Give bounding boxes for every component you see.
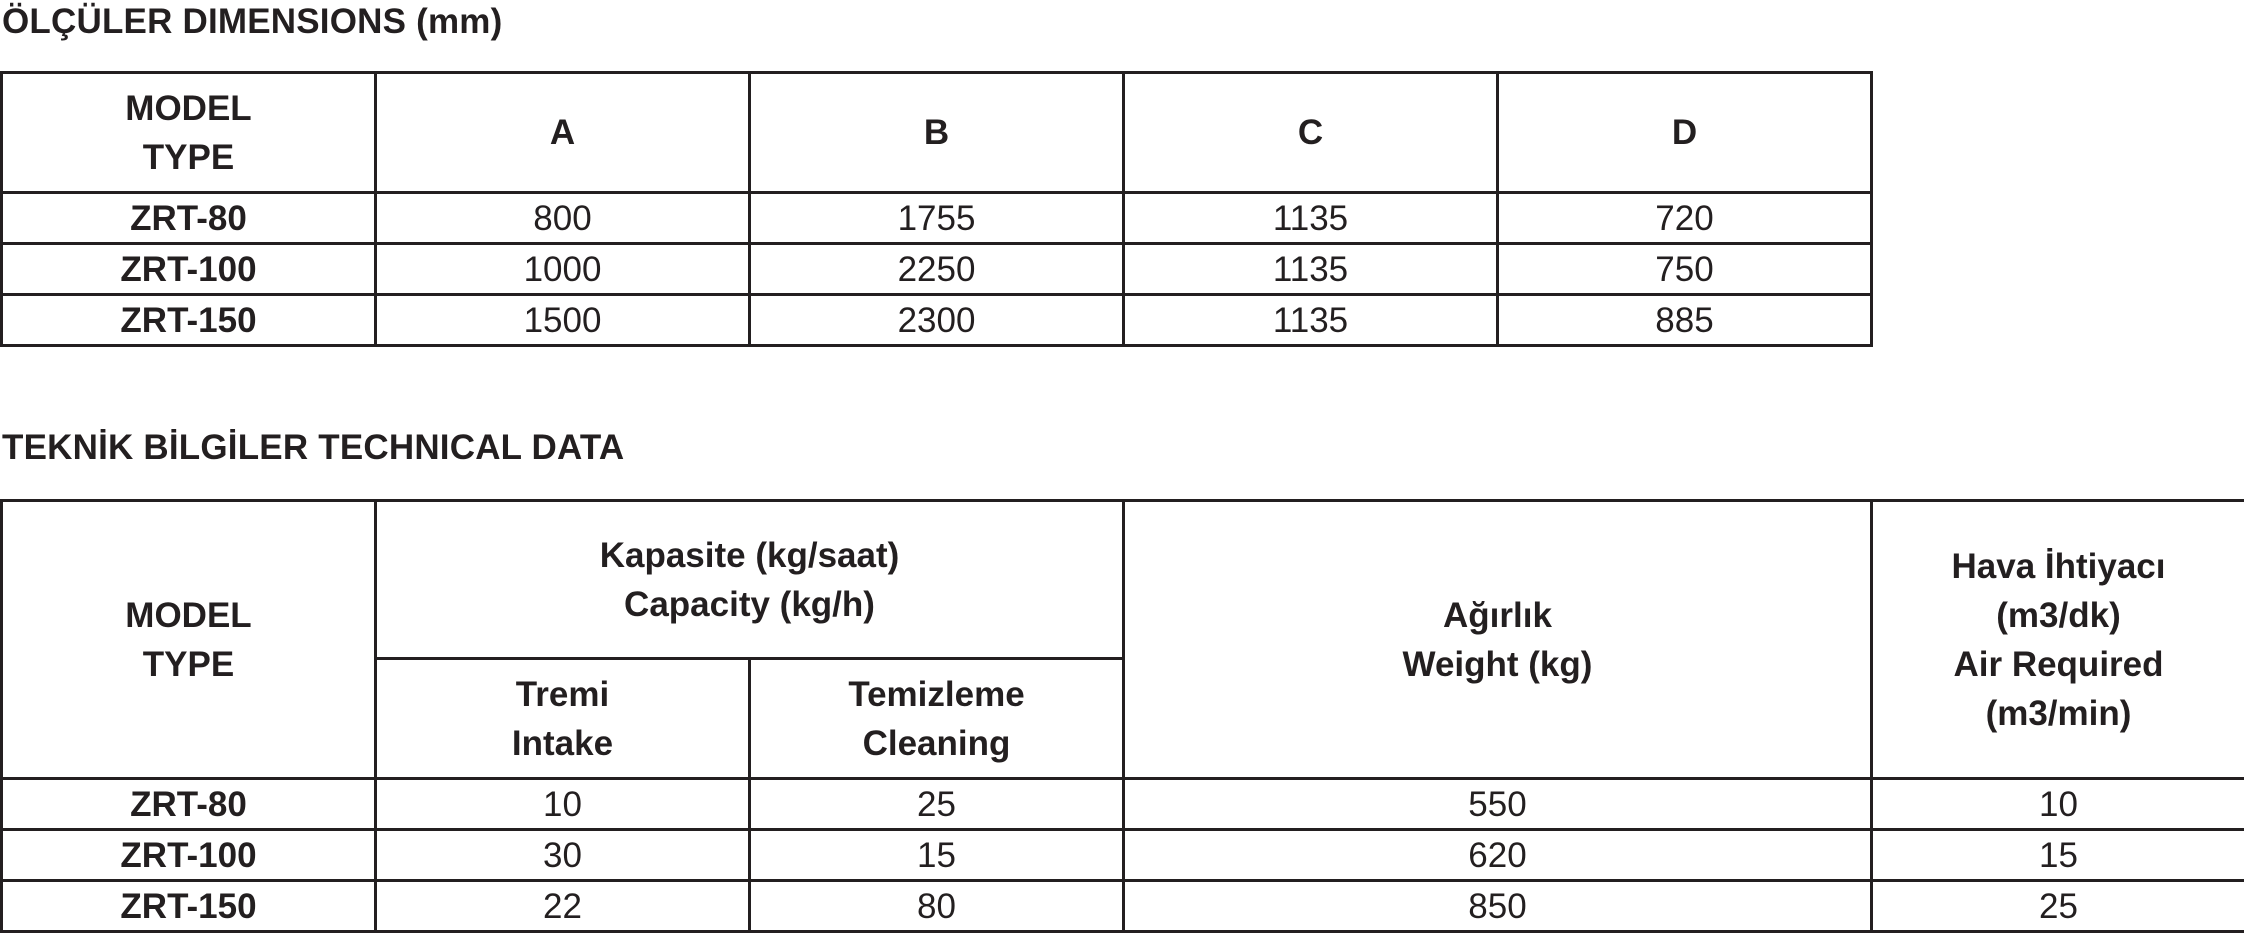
air-header-line2: (m3/dk) (1996, 595, 2121, 635)
model-cell: ZRT-100 (2, 830, 376, 881)
intake-header (376, 659, 750, 779)
model-cell: ZRT-150 (2, 295, 376, 346)
model-header-line2: TYPE (142, 644, 235, 684)
model-header-line1: MODEL (125, 88, 252, 128)
a-cell: 1000 (376, 244, 750, 295)
model-type-header (2, 73, 376, 193)
intake-header-line1: Tremi (515, 674, 610, 714)
table-row (2, 779, 2244, 830)
table-row (2, 193, 1872, 244)
air-cell: 15 (1872, 830, 2244, 881)
weight-cell: 850 (1124, 881, 1872, 932)
table-row (2, 830, 2244, 881)
intake-cell: 30 (376, 830, 750, 881)
air-header-line1: Hava İhtiyacı (1951, 546, 2166, 586)
model-type-header (2, 501, 376, 779)
model-header-line1: MODEL (125, 595, 252, 635)
model-header-line2: TYPE (142, 137, 235, 177)
cleaning-header-line1: Temizleme (848, 674, 1025, 714)
weight-header-line2: Weight (kg) (1402, 644, 1593, 684)
d-cell: 750 (1498, 244, 1872, 295)
cleaning-cell: 15 (750, 830, 1124, 881)
col-d-header: D (1498, 73, 1872, 193)
air-required-header (1872, 501, 2244, 779)
dimensions-header-row (2, 73, 1872, 193)
table-row (2, 244, 1872, 295)
air-header-line4: (m3/min) (1985, 693, 2132, 733)
model-cell: ZRT-80 (2, 193, 376, 244)
air-header-line3: Air Required (1953, 644, 2164, 684)
b-cell: 1755 (750, 193, 1124, 244)
cleaning-cell: 80 (750, 881, 1124, 932)
c-cell: 1135 (1124, 295, 1498, 346)
cleaning-header (750, 659, 1124, 779)
technical-data-table (0, 499, 2244, 933)
capacity-header-line1: Kapasite (kg/saat) (599, 535, 900, 575)
a-cell: 800 (376, 193, 750, 244)
b-cell: 2250 (750, 244, 1124, 295)
capacity-header (376, 501, 1124, 659)
intake-cell: 10 (376, 779, 750, 830)
table-row (2, 881, 2244, 932)
b-cell: 2300 (750, 295, 1124, 346)
air-cell: 25 (1872, 881, 2244, 932)
weight-header (1124, 501, 1872, 779)
intake-header-line2: Intake (511, 723, 614, 763)
weight-cell: 620 (1124, 830, 1872, 881)
col-b-header: B (750, 73, 1124, 193)
model-cell: ZRT-150 (2, 881, 376, 932)
capacity-header-line2: Capacity (kg/h) (624, 584, 875, 624)
technical-data-title: TEKNİK BİLGİLER TECHNICAL DATA (2, 428, 625, 467)
c-cell: 1135 (1124, 193, 1498, 244)
a-cell: 1500 (376, 295, 750, 346)
technical-header-row (2, 501, 2244, 659)
cleaning-cell: 25 (750, 779, 1124, 830)
model-cell: ZRT-100 (2, 244, 376, 295)
table-row (2, 295, 1872, 346)
d-cell: 720 (1498, 193, 1872, 244)
weight-header-line1: Ağırlık (1443, 595, 1552, 635)
d-cell: 885 (1498, 295, 1872, 346)
model-cell: ZRT-80 (2, 779, 376, 830)
col-c-header: C (1124, 73, 1498, 193)
cleaning-header-line2: Cleaning (862, 723, 1011, 763)
col-a-header: A (376, 73, 750, 193)
dimensions-title: ÖLÇÜLER DIMENSIONS (mm) (2, 2, 503, 41)
intake-cell: 22 (376, 881, 750, 932)
dimensions-table (0, 71, 1873, 347)
weight-cell: 550 (1124, 779, 1872, 830)
air-cell: 10 (1872, 779, 2244, 830)
c-cell: 1135 (1124, 244, 1498, 295)
